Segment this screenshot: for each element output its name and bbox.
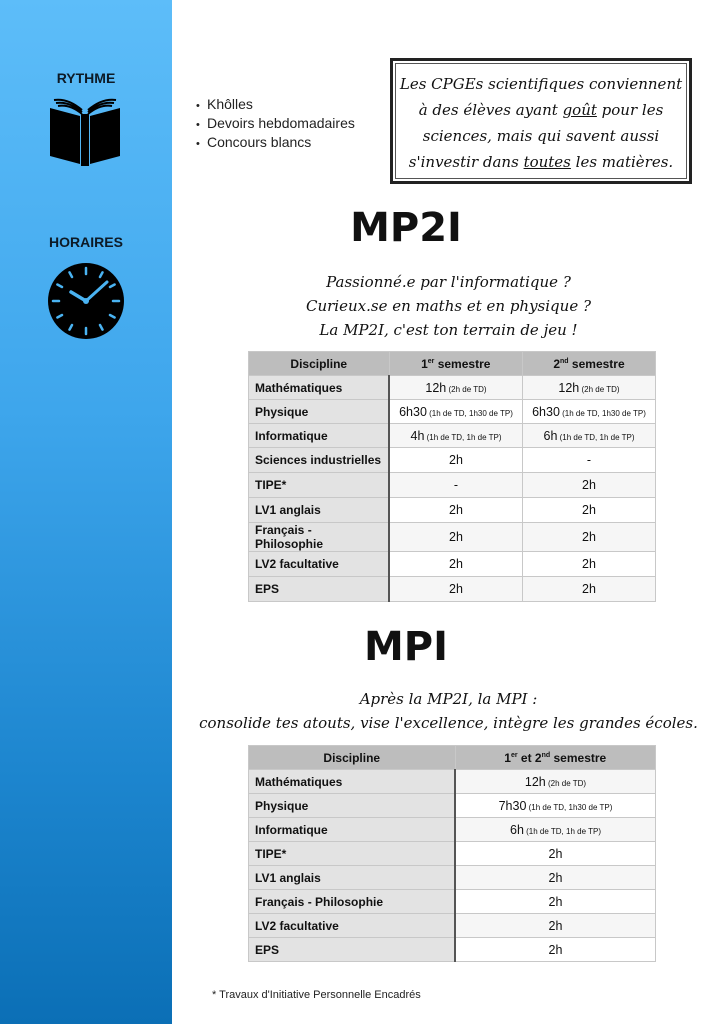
book-icon bbox=[46, 94, 124, 166]
table-row bbox=[249, 794, 656, 818]
quote-line bbox=[393, 149, 689, 175]
hours-cell: 2h bbox=[455, 938, 656, 962]
semester-2-cell: 2h bbox=[523, 577, 656, 602]
semester-1-cell: 2h bbox=[389, 498, 523, 523]
semester-1-cell: 12h (2h de TD) bbox=[389, 376, 523, 400]
table-row bbox=[249, 523, 656, 552]
horaires-label: HORAIRES bbox=[49, 234, 123, 250]
list-item-text: Concours blancs bbox=[207, 134, 312, 150]
semester-2-cell: 2h bbox=[523, 498, 656, 523]
quote-text: pour les bbox=[596, 101, 664, 119]
mpi-tagline bbox=[172, 687, 725, 735]
semester-1-cell: 2h bbox=[389, 523, 523, 552]
list-item bbox=[196, 134, 355, 153]
list-item-text: Khôlles bbox=[207, 96, 253, 112]
table-row bbox=[249, 498, 656, 523]
table-row bbox=[249, 552, 656, 577]
discipline-cell: TIPE* bbox=[249, 842, 456, 866]
semester-2-cell: 6h (1h de TD, 1h de TP) bbox=[523, 424, 656, 448]
quote-text: à des élèves ayant bbox=[418, 101, 563, 119]
table-row bbox=[249, 424, 656, 448]
rythme-label: RYTHME bbox=[56, 70, 116, 86]
tagline-line: Curieux.se en maths et en physique ? bbox=[306, 297, 591, 315]
semester-2-cell: 6h30 (1h de TD, 1h30 de TP) bbox=[523, 400, 656, 424]
discipline-cell: Physique bbox=[249, 794, 456, 818]
tagline-line: Passionné.e par l'informatique ? bbox=[326, 273, 571, 291]
table-row bbox=[249, 890, 656, 914]
semester-2-cell: - bbox=[523, 448, 656, 473]
header-semesters: 1er et 2nd semestre bbox=[455, 746, 656, 770]
table-row bbox=[249, 577, 656, 602]
discipline-cell: Français - Philosophie bbox=[249, 890, 456, 914]
quote-line bbox=[393, 97, 689, 123]
mp2i-table bbox=[248, 351, 656, 602]
discipline-cell: Informatique bbox=[249, 424, 390, 448]
table-row bbox=[249, 376, 656, 400]
discipline-cell: LV2 facultative bbox=[249, 552, 390, 577]
discipline-cell: Physique bbox=[249, 400, 390, 424]
discipline-cell: LV2 facultative bbox=[249, 914, 456, 938]
discipline-cell: Mathématiques bbox=[249, 770, 456, 794]
quote-emphasis: goût bbox=[562, 101, 597, 119]
hours-cell: 2h bbox=[455, 890, 656, 914]
quote-emphasis: toutes bbox=[523, 153, 571, 171]
mpi-title: MPI bbox=[363, 624, 448, 670]
semester-1-cell: 2h bbox=[389, 552, 523, 577]
list-item bbox=[196, 115, 355, 134]
header-semester-2: 2nd semestre bbox=[523, 352, 656, 376]
hours-cell: 2h bbox=[455, 866, 656, 890]
header-semester-1: 1er semestre bbox=[389, 352, 523, 376]
semester-2-cell: 2h bbox=[523, 473, 656, 498]
quote-line: sciences, mais qui savent aussi bbox=[422, 127, 660, 145]
discipline-cell: LV1 anglais bbox=[249, 866, 456, 890]
discipline-cell: Français - Philosophie bbox=[249, 523, 390, 552]
mp2i-tagline bbox=[172, 270, 725, 342]
hours-cell: 2h bbox=[455, 914, 656, 938]
table-row bbox=[249, 473, 656, 498]
table-row bbox=[249, 842, 656, 866]
discipline-cell: Mathématiques bbox=[249, 376, 390, 400]
semester-2-cell: 2h bbox=[523, 552, 656, 577]
hours-cell: 6h (1h de TD, 1h de TP) bbox=[455, 818, 656, 842]
quote-line: Les CPGEs scientifiques conviennent bbox=[399, 75, 683, 93]
list-item-text: Devoirs hebdomadaires bbox=[207, 115, 355, 131]
semester-1-cell: - bbox=[389, 473, 523, 498]
discipline-cell: EPS bbox=[249, 577, 390, 602]
header-discipline: Discipline bbox=[249, 352, 390, 376]
tagline-line: La MP2I, c'est ton terrain de jeu ! bbox=[319, 321, 578, 339]
semester-1-cell: 4h (1h de TD, 1h de TP) bbox=[389, 424, 523, 448]
sidebar bbox=[0, 0, 172, 1024]
table-row bbox=[249, 448, 656, 473]
discipline-cell: EPS bbox=[249, 938, 456, 962]
quote-text: s'investir dans bbox=[408, 153, 524, 171]
clock-icon bbox=[47, 262, 125, 340]
discipline-cell: LV1 anglais bbox=[249, 498, 390, 523]
tagline-line: Après la MP2I, la MPI : bbox=[359, 690, 538, 708]
semester-1-cell: 2h bbox=[389, 448, 523, 473]
table-row bbox=[249, 818, 656, 842]
discipline-cell: Sciences industrielles bbox=[249, 448, 390, 473]
footnote: * Travaux d'Initiative Personnelle Encadrés bbox=[212, 989, 421, 1001]
table-row bbox=[249, 866, 656, 890]
semester-1-cell: 6h30 (1h de TD, 1h30 de TP) bbox=[389, 400, 523, 424]
list-item bbox=[196, 96, 355, 115]
table-row bbox=[249, 770, 656, 794]
table-row bbox=[249, 914, 656, 938]
quote-text: les matières. bbox=[570, 153, 674, 171]
table-row bbox=[249, 938, 656, 962]
mp2i-title: MP2I bbox=[350, 205, 462, 251]
hours-cell: 7h30 (1h de TD, 1h30 de TP) bbox=[455, 794, 656, 818]
table-row bbox=[249, 400, 656, 424]
semester-2-cell: 12h (2h de TD) bbox=[523, 376, 656, 400]
rythme-list bbox=[196, 96, 355, 153]
semester-1-cell: 2h bbox=[389, 577, 523, 602]
hours-cell: 12h (2h de TD) bbox=[455, 770, 656, 794]
table-header-row bbox=[249, 352, 656, 376]
discipline-cell: Informatique bbox=[249, 818, 456, 842]
discipline-cell: TIPE* bbox=[249, 473, 390, 498]
hours-cell: 2h bbox=[455, 842, 656, 866]
semester-2-cell: 2h bbox=[523, 523, 656, 552]
mpi-table bbox=[248, 745, 656, 962]
tagline-line: consolide tes atouts, vise l'excellence, intègre les grandes écoles. bbox=[199, 714, 698, 732]
table-header-row bbox=[249, 746, 656, 770]
quote-box bbox=[390, 58, 692, 184]
header-discipline: Discipline bbox=[249, 746, 456, 770]
